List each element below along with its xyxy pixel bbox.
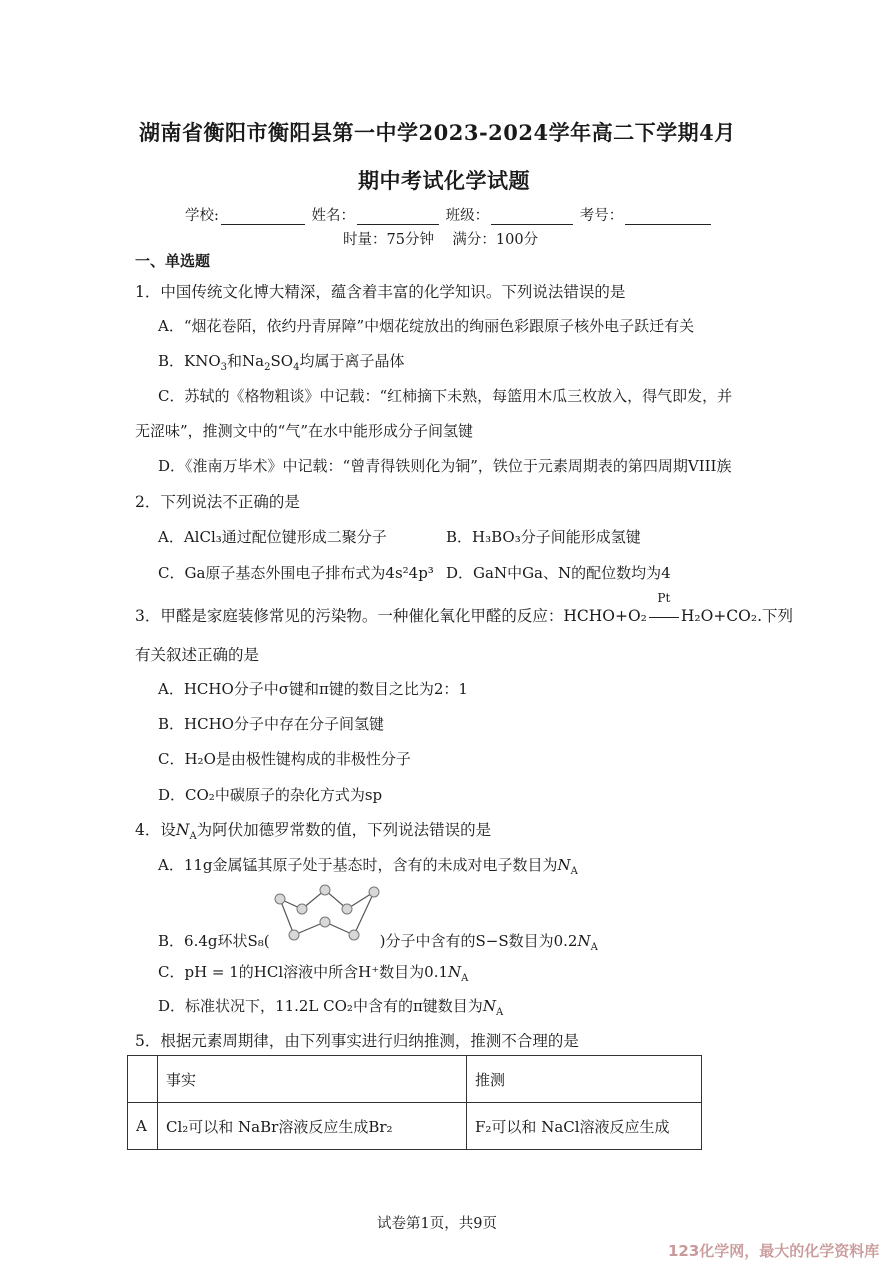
catalyst-label: Pt (657, 591, 671, 605)
q1-option-a: A．“烟花卷陌，依约丹青屏障”中烟花绽放出的绚丽色彩跟原子核外电子跃迁有关 (158, 317, 695, 335)
table-row (128, 1103, 702, 1150)
exam-no-blank[interactable] (625, 210, 711, 225)
table-header-cell: 事实 (158, 1056, 467, 1103)
class-label: 班级： (445, 208, 490, 224)
q1-option-b: B．$KNO_3$和$Na_2SO_4$均属于离子晶体 (158, 352, 405, 373)
q3-stem-line1: 3．甲醛是家庭装修常见的污染物。一种催化氧化甲醛的反应：HCHO+O₂ Pt H₂O+CO₂.下列 (135, 591, 794, 625)
school-blank[interactable] (221, 210, 305, 225)
table-header-cell: 推测 (467, 1056, 702, 1103)
q4-stem: 4．设$N_A$为阿伏加德罗常数的值，下列说法错误的是 (135, 821, 492, 843)
q1-option-c-line2: 无涩味”，推测文中的“气”在水中能形成分子间氢键 (135, 422, 474, 440)
q2-option-d: D．GaN中Ga、N的配位数均为4 (446, 564, 671, 582)
time-score: 时量：75分钟 满分：100分 (343, 232, 539, 248)
q2-stem: 2．下列说法不正确的是 (135, 493, 300, 511)
q5-stem: 5．根据元素周期律，由下列事实进行归纳推测，推测不合理的是 (135, 1032, 579, 1050)
q2-option-b: B．H₃BO₃分子间能形成氢键 (446, 528, 641, 546)
q3-stem-line2: 有关叙述正确的是 (135, 646, 260, 664)
q3-option-a: A．HCHO分子中σ键和π键的数目之比为2：1 (158, 680, 468, 698)
exam-title-line1: 湖南省衡阳市衡阳县第一中学2023-2024学年高二下学期4月 (139, 120, 736, 145)
q4-option-d: D．标准状况下，11.2L CO₂中含有的π键数目为$N_A$ (158, 997, 504, 1018)
class-blank[interactable] (491, 210, 573, 225)
q4-option-c: C．pH = 1的HCl溶液中所含H⁺数目为$0.1N_A$ (158, 963, 469, 984)
name-blank[interactable] (357, 210, 439, 225)
exam-no-label: 考号： (579, 208, 624, 224)
info-fields (185, 204, 713, 225)
q2-option-c: C．Ga原子基态外围电子排布式为4s²4p³ (158, 564, 434, 582)
q4-option-a: A．11g金属锰其原子处于基态时，含有的未成对电子数目为$N_A$ (158, 856, 578, 877)
q1-option-d: D．《淮南万毕术》中记载：“曾青得铁则化为铜”，铁位于元素周期表的第四周期VIII族 (158, 457, 732, 475)
q5-table (127, 1055, 702, 1150)
table-cell: A (128, 1103, 158, 1150)
table-cell: Cl₂可以和 NaBr溶液反应生成Br₂ (158, 1103, 467, 1150)
section-heading: 一、单选题 (135, 252, 211, 270)
exam-title-line2: 期中考试化学试题 (358, 168, 530, 193)
site-watermark: 123化学网，最大的化学资料库 (668, 1242, 880, 1260)
school-label: 学校: (185, 208, 219, 224)
q3-option-d: D．CO₂中碳原子的杂化方式为sp (158, 786, 383, 804)
catalyst-arrow (647, 591, 681, 625)
q3-option-c: C．H₂O是由极性键构成的非极性分子 (158, 750, 411, 768)
table-header-row (128, 1056, 702, 1103)
q2-option-a: A．AlCl₃通过配位键形成二聚分子 (158, 528, 387, 546)
page-footer: 试卷第1页，共9页 (377, 1216, 497, 1232)
table-cell: F₂可以和 NaCl溶液反应生成 (467, 1103, 702, 1150)
name-label: 姓名： (311, 208, 355, 224)
q3-option-b: B．HCHO分子中存在分子间氢键 (158, 715, 384, 733)
q4-option-b: B．6.4g环状S₈( )分子中含有的S−S数目为$0.2N_A$ (158, 932, 598, 953)
q1-option-c-line1: C．苏轼的《格物粗谈》中记载：“红柿摘下未熟，每篮用木瓜三枚放入，得气即发，并 (158, 387, 733, 405)
q1-stem: 1．中国传统文化博大精深，蕴含着丰富的化学知识。下列说法错误的是 (135, 283, 626, 301)
table-header-cell (128, 1056, 158, 1103)
